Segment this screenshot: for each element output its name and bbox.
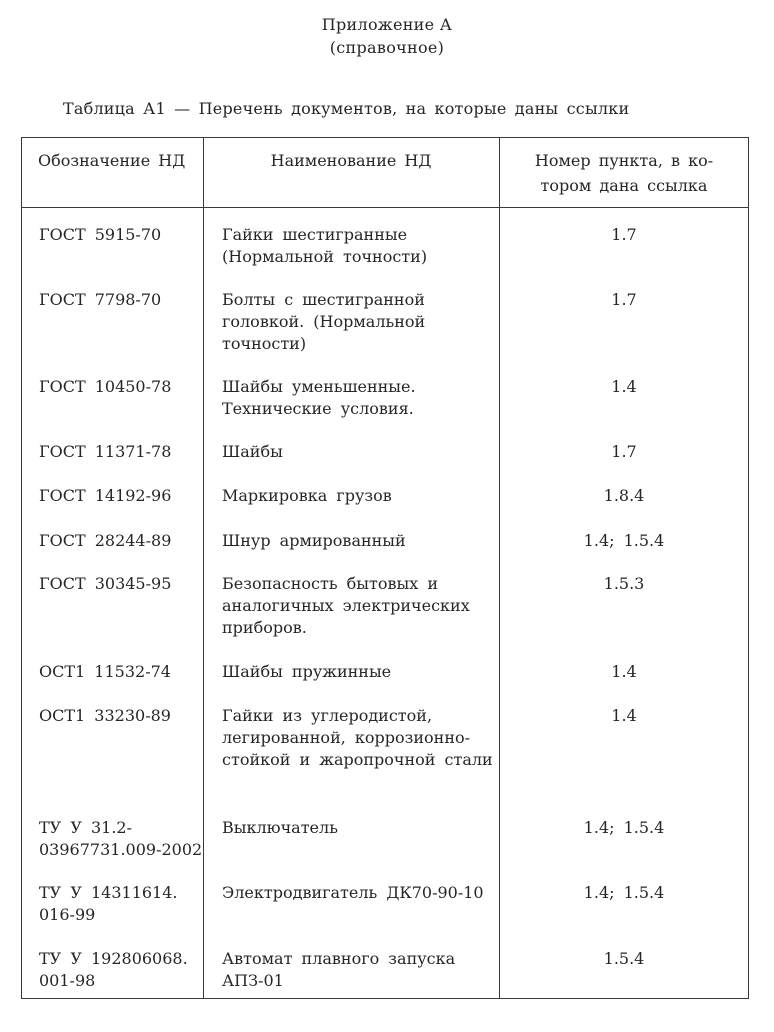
document-code: ГОСТ 14192-96 bbox=[39, 486, 172, 505]
document-code: ТУ У 14311614. 016-99 bbox=[39, 883, 178, 924]
document-name: Гайки шестигранные (Нормальной точности) bbox=[222, 225, 428, 266]
references-table bbox=[21, 137, 749, 999]
reference-clause: 1.4 bbox=[611, 377, 637, 396]
document-name: Электродвигатель ДК70-90-10 bbox=[222, 883, 484, 902]
header-divider bbox=[22, 207, 748, 208]
appendix-subtitle: (справочное) bbox=[329, 38, 445, 57]
document-name: Безопасность бытовых и аналогичных электрических приборов. bbox=[222, 574, 470, 637]
document-name: Болты с шестигранной головкой. (Нормальной точности) bbox=[222, 290, 426, 353]
document-name: Шайбы пружинные bbox=[222, 662, 392, 681]
header-name: Наименование НД bbox=[270, 151, 432, 170]
document-name: Автомат плавного запуска АПЗ-01 bbox=[222, 949, 456, 990]
document-code: ОСТ1 33230-89 bbox=[39, 706, 171, 725]
document-name: Шайбы уменьшенные. Технические условия. bbox=[222, 377, 416, 418]
reference-clause: 1.8.4 bbox=[603, 486, 645, 505]
document-code: ТУ У 192806068. 001-98 bbox=[39, 949, 188, 990]
reference-clause: 1.7 bbox=[611, 442, 637, 461]
reference-clause: 1.4 bbox=[611, 662, 637, 681]
document-name: Шнур армированный bbox=[222, 531, 406, 550]
reference-clause: 1.4; 1.5.4 bbox=[583, 883, 665, 902]
table-caption: Таблица А1 — Перечень документов, на которые даны ссылки bbox=[63, 99, 630, 118]
reference-clause: 1.4 bbox=[611, 706, 637, 725]
column-divider bbox=[203, 138, 204, 998]
header-reference-line1: Номер пункта, в ко- bbox=[534, 151, 714, 170]
document-name: Гайки из углеродистой, легированной, коррозионно-стойкой и жаропрочной стали bbox=[222, 706, 493, 769]
reference-clause: 1.5.4 bbox=[603, 949, 645, 968]
document-code: ОСТ1 11532-74 bbox=[39, 662, 171, 681]
reference-clause: 1.7 bbox=[611, 225, 637, 244]
document-code: ГОСТ 28244-89 bbox=[39, 531, 172, 550]
document-code: ГОСТ 11371-78 bbox=[39, 442, 172, 461]
document-name: Выключатель bbox=[222, 818, 338, 837]
reference-clause: 1.4; 1.5.4 bbox=[583, 531, 665, 550]
reference-clause: 1.5.3 bbox=[603, 574, 645, 593]
reference-clause: 1.7 bbox=[611, 290, 637, 309]
document-name: Шайбы bbox=[222, 442, 283, 461]
document-code: ГОСТ 30345-95 bbox=[39, 574, 172, 593]
column-divider bbox=[499, 138, 500, 998]
document-code: ГОСТ 10450-78 bbox=[39, 377, 172, 396]
reference-clause: 1.4; 1.5.4 bbox=[583, 818, 665, 837]
document-code: ГОСТ 7798-70 bbox=[39, 290, 162, 309]
document-code: ГОСТ 5915-70 bbox=[39, 225, 162, 244]
header-reference-line2: тором дана ссылка bbox=[540, 176, 708, 195]
document-name: Маркировка грузов bbox=[222, 486, 392, 505]
appendix-title: Приложение А bbox=[321, 15, 453, 34]
header-designation: Обозначение НД bbox=[38, 151, 186, 170]
header-reference bbox=[499, 148, 749, 198]
document-code: ТУ У 31.2-03967731.009-2002 bbox=[39, 818, 203, 859]
